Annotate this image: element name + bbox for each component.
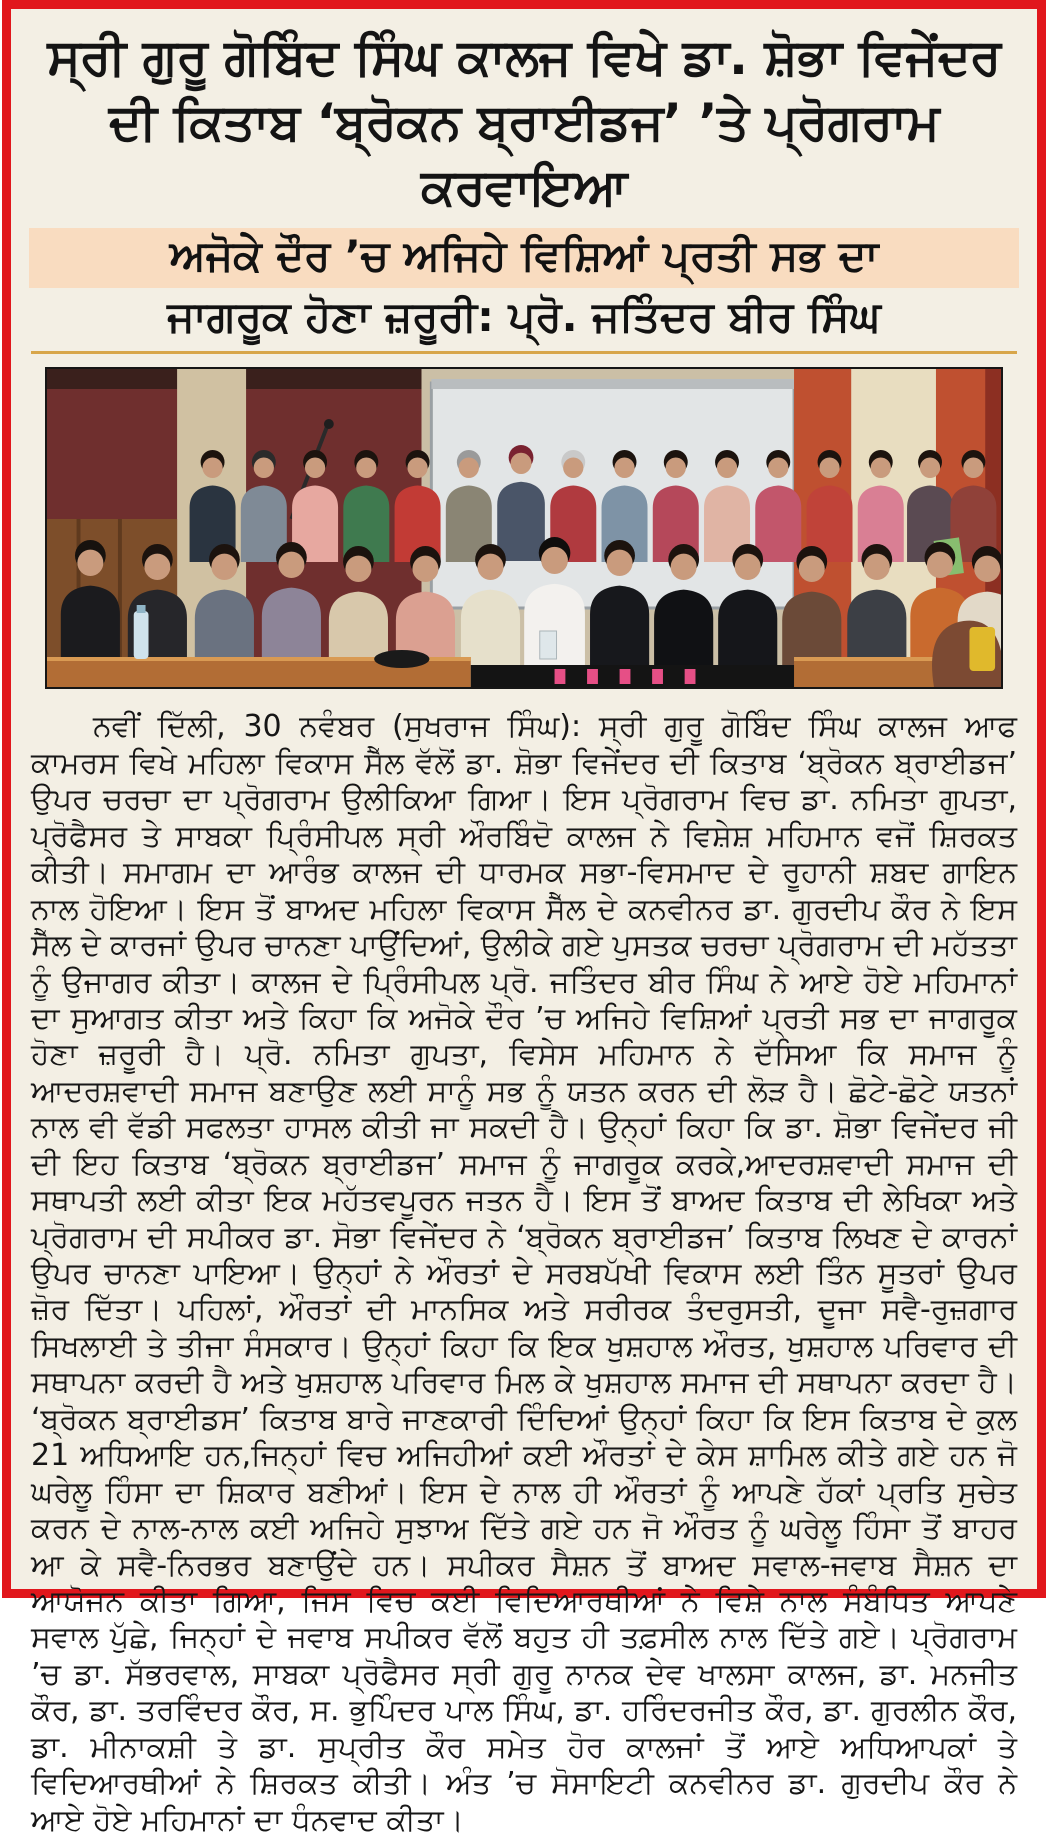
subheadline (29, 228, 1019, 341)
headline-line-1: ਸ੍ਰੀ ਗੁਰੂ ਗੋਬਿੰਦ ਸਿੰਘ ਕਾਲਜ ਵਿਖੇ ਡਾ. ਸ਼ੋਭਾ ਵਿਜੇਂਦਰ (47, 28, 1001, 86)
subheadline-line-1: ਅਜੋਕੇ ਦੌਰ ’ਚ ਅਜਿਹੇ ਵਿਸ਼ਿਆਂ ਪ੍ਰਤੀ ਸਭ ਦਾ (29, 228, 1019, 288)
headline (29, 25, 1019, 220)
event-group-photo (45, 367, 1003, 689)
group-photo-illustration (47, 369, 1001, 687)
subheadline-line-2: ਜਾਗਰੂਕ ਹੋਣਾ ਜ਼ਰੂਰੀ: ਪ੍ਰੋ. ਜਤਿੰਦਰ ਬੀਰ ਸਿੰਘ (167, 291, 881, 341)
water-bottle (134, 611, 149, 659)
article-text: ਸ੍ਰੀ ਗੁਰੂ ਗੋਬਿੰਦ ਸਿੰਘ ਕਾਲਜ ਆਫ ਕਾਮਰਸ ਵਿਖੇ ਮਹਿਲਾ ਵਿਕਾਸ ਸੈੱਲ ਵੱਲੋਂ ਡਾ. ਸ਼ੋਭਾ ਵਿਜੇਂਦਰ ਦੀ ਕਿਤਾਬ ‘ਬ੍ਰੋਕਨ ਬ੍ਰਾਈਡਜ’ ਉਪਰ ਚਰਚਾ ਦਾ ਪ੍ਰੋਗਰਾਮ ਉਲੀਕਿਆ ਗਿਆ। ਇਸ ਪ੍ਰੋਗਰਾਮ ਵਿਚ ਡਾ. ਨਮਿਤਾ ਗੁਪਤਾ, ਪ੍ਰੋਫੈਸਰ ਤੇ ਸਾਬਕਾ ਪ੍ਰਿੰਸੀਪਲ ਸ੍ਰੀ ਔਰਬਿੰਦੋ ਕਾਲਜ ਨੇ ਵਿਸ਼ੇਸ਼ ਮਹਿਮਾਨ ਵਜੋਂ ਸ਼ਿਰਕਤ ਕੀਤੀ। ਸਮਾਗਮ ਦਾ ਆਰੰਭ ਕਾਲਜ ਦੀ ਧਾਰਮਕ ਸਭਾ-ਵਿਸਮਾਦ ਦੇ ਰੂਹਾਨੀ ਸ਼ਬਦ ਗਾਇਨ ਨਾਲ ਹੋਇਆ। ਇਸ ਤੋਂ ਬਾਅਦ ਮਹਿਲਾ ਵਿਕਾਸ ਸੈੱਲ ਦੇ ਕਨਵੀਨਰ ਡਾ. ਗੁਰਦੀਪ ਕੌਰ ਨੇ ਇਸ ਸੈੱਲ ਦੇ ਕਾਰਜਾਂ ਉਪਰ ਚਾਨਣਾ ਪਾਉਂਦਿਆਂ, ਉਲੀਕੇ ਗਏ ਪੁਸਤਕ ਚਰਚਾ ਪ੍ਰੋਗਰਾਮ ਦੀ ਮਹੱਤਤਾ ਨੂੰ ਉਜਾਗਰ ਕੀਤਾ। ਕਾਲਜ ਦੇ ਪ੍ਰਿੰਸੀਪਲ ਪ੍ਰੋ. ਜਤਿੰਦਰ ਬੀਰ ਸਿੰਘ ਨੇ ਆਏ ਹੋਏ ਮਹਿਮਾਨਾਂ ਦਾ ਸੁਆਗਤ ਕੀਤਾ ਅਤੇ ਕਿਹਾ ਕਿ ਅਜੋਕੇ ਦੌਰ ’ਚ ਅਜਿਹੇ ਵਿਸ਼ਿਆਂ ਪ੍ਰਤੀ ਸਭ ਦਾ ਜਾਗਰੂਕ ਹੋਣਾ ਜ਼ਰੂਰੀ ਹੈ। ਪ੍ਰੋ. ਨਮਿਤਾ ਗੁਪਤਾ, ਵਿਸੇਸ ਮਹਿਮਾਨ ਨੇ ਦੱਸਿਆ ਕਿ ਸਮਾਜ ਨੂੰ ਆਦਰਸ਼ਵਾਦੀ ਸਮਾਜ ਬਣਾਉਣ ਲਈ ਸਾਨੂੰ ਸਭ ਨੂੰ ਯਤਨ ਕਰਨ ਦੀ ਲੋੜ ਹੈ। ਛੋਟੇ-ਛੋਟੇ ਯਤਨਾਂ ਨਾਲ ਵੀ ਵੱਡੀ ਸਫਲਤਾ ਹਾਸਲ ਕੀਤੀ ਜਾ ਸਕਦੀ ਹੈ। ਉਨ੍ਹਾਂ ਕਿਹਾ ਕਿ ਡਾ. ਸ਼ੋਭਾ ਵਿਜੇਂਦਰ ਜੀ ਦੀ ਇਹ ਕਿਤਾਬ ‘ਬ੍ਰੋਕਨ ਬ੍ਰਾਈਡਜ’ ਸਮਾਜ ਨੂੰ ਜਾਗਰੂਕ ਕਰਕੇ,ਆਦਰਸ਼ਵਾਦੀ ਸਮਾਜ ਦੀ ਸਥਾਪਤੀ ਲਈ ਕੀਤਾ ਇਕ ਮਹੱਤਵਪੂਰਨ ਜਤਨ ਹੈ। ਇਸ ਤੋਂ ਬਾਅਦ ਕਿਤਾਬ ਦੀ ਲੇਖਿਕਾ ਅਤੇ ਪ੍ਰੋਗਰਾਮ ਦੀ ਸਪੀਕਰ ਡਾ. ਸੋਭਾ ਵਿਜੇਂਦਰ ਨੇ ‘ਬ੍ਰੋਕਨ ਬ੍ਰਾਈਡਜ’ ਕਿਤਾਬ ਲਿਖਣ ਦੇ ਕਾਰਨਾਂ ਉਪਰ ਚਾਨਣਾ ਪਾਇਆ। ਉਨ੍ਹਾਂ ਨੇ ਔਰਤਾਂ ਦੇ ਸਰਬਪੱਖੀ ਵਿਕਾਸ ਲਈ ਤਿੰਨ ਸੂਤਰਾਂ ਉਪਰ ਜ਼ੋਰ ਦਿੱਤਾ। ਪਹਿਲਾਂ, ਔਰਤਾਂ ਦੀ ਮਾਨਸਿਕ ਅਤੇ ਸਰੀਰਕ ਤੰਦਰੁਸਤੀ, ਦੂਜਾ ਸਵੈ-ਰੁਜ਼ਗਾਰ ਸਿਖਲਾਈ ਤੇ ਤੀਜਾ ਸੰਸਕਾਰ। ਉਨ੍ਹਾਂ ਕਿਹਾ ਕਿ ਇਕ ਖੁਸ਼ਹਾਲ ਔਰਤ, ਖੁਸ਼ਹਾਲ ਪਰਿਵਾਰ ਦੀ ਸਥਾਪਨਾ ਕਰਦੀ ਹੈ ਅਤੇ ਖੁਸ਼ਹਾਲ ਪਰਿਵਾਰ ਮਿਲ ਕੇ ਖੁਸ਼ਹਾਲ ਸਮਾਜ ਦੀ ਸਥਾਪਨਾ ਕਰਦਾ ਹੈ। ‘ਬ੍ਰੋਕਨ ਬ੍ਰਾਈਡਸ’ ਕਿਤਾਬ ਬਾਰੇ ਜਾਣਕਾਰੀ ਦਿੰਦਿਆਂ ਉਨ੍ਹਾਂ ਕਿਹਾ ਕਿ ਇਸ ਕਿਤਾਬ ਦੇ ਕੁਲ 21 ਅਧਿਆਇ ਹਨ,ਜਿਨ੍ਹਾਂ ਵਿਚ ਅਜਿਹੀਆਂ ਕਈ ਔਰਤਾਂ ਦੇ ਕੇਸ ਸ਼ਾਮਿਲ ਕੀਤੇ ਗਏ ਹਨ ਜੋ ਘਰੇਲੂ ਹਿੰਸਾ ਦਾ ਸ਼ਿਕਾਰ ਬਣੀਆਂ। ਇਸ ਦੇ ਨਾਲ ਹੀ ਔਰਤਾਂ ਨੂੰ ਆਪਣੇ ਹੱਕਾਂ ਪ੍ਰਤਿ ਸੁਚੇਤ ਕਰਨ ਦੇ ਨਾਲ-ਨਾਲ ਕਈ ਅਜਿਹੇ ਸੁਝਾਅ ਦਿੱਤੇ ਗਏ ਹਨ ਜੋ ਔਰਤ ਨੂੰ ਘਰੇਲੂ ਹਿੰਸਾ ਤੋਂ ਬਾਹਰ ਆ ਕੇ ਸਵੈ-ਨਿਰਭਰ ਬਣਾਉਂਦੇ ਹਨ। ਸਪੀਕਰ ਸੈਸ਼ਨ ਤੋਂ ਬਾਅਦ ਸਵਾਲ-ਜਵਾਬ ਸੈਸ਼ਨ ਦਾ ਆਯੋਜਨ ਕੀਤਾ ਗਿਆ, ਜਿਸ ਵਿਚ ਕਈ ਵਿਦਿਆਰਥੀਆਂ ਨੇ ਵਿਸ਼ੇ ਨਾਲ ਸੰਬੰਧਿਤ ਆਪਣੇ ਸਵਾਲ ਪੁੱਛੇ, ਜਿਨ੍ਹਾਂ ਦੇ ਜਵਾਬ ਸਪੀਕਰ ਵੱਲੋਂ ਬਹੁਤ ਹੀ ਤਫ਼ਸੀਲ ਨਾਲ ਦਿੱਤੇ ਗਏ। ਪ੍ਰੋਗਰਾਮ ’ਚ ਡਾ. ਸੱਭਰਵਾਲ, ਸਾਬਕਾ ਪ੍ਰੋਫੈਸਰ ਸ੍ਰੀ ਗੁਰੂ ਨਾਨਕ ਦੇਵ ਖਾਲਸਾ ਕਾਲਜ, ਡਾ. ਮਨਜੀਤ ਕੌਰ, ਡਾ. ਤਰਵਿੰਦਰ ਕੌਰ, ਸ. ਭੁਪਿੰਦਰ ਪਾਲ ਸਿੰਘ, ਡਾ. ਹਰਿੰਦਰਜੀਤ ਕੌਰ, ਡਾ. ਗੁਰਲੀਨ ਕੌਰ, ਡਾ. ਮੀਨਾਕਸ਼ੀ ਤੇ ਡਾ. ਸੁਪ੍ਰੀਤ ਕੌਰ ਸਮੇਤ ਹੋਰ ਕਾਲਜਾਂ ਤੋਂ ਆਏ ਅਧਿਆਪਕਾਂ ਤੇ ਵਿਦਿਆਰਥੀਆਂ ਨੇ ਸ਼ਿਰਕਤ ਕੀਤੀ। ਅੰਤ ’ਚ ਸੋਸਾਇਟੀ ਕਨਵੀਨਰ ਡਾ. ਗੁਰਦੀਪ ਕੌਰ ਨੇ ਆਏ ਹੋਏ ਮਹਿਮਾਨਾਂ ਦਾ ਧੰਨਵਾਦ ਕੀਤਾ। (31, 709, 1017, 1838)
headline-line-2: ਦੀ ਕਿਤਾਬ ‘ਬ੍ਰੋਕਨ ਬ੍ਰਾਈਡਜ’ ’ਤੇ ਪ੍ਰੋਗਰਾਮ ਕਰਵਾਇਆ (108, 93, 940, 216)
article-body (29, 709, 1019, 1839)
glass (540, 631, 557, 659)
dateline: ਨਵੀਂ ਦਿੱਲੀ, 30 ਨਵੰਬਰ (ਸੁਖਰਾਜ ਸਿੰਘ): (93, 709, 599, 745)
gold-divider (31, 351, 1017, 354)
newspaper-clipping (2, 0, 1046, 1838)
yellow-bag (969, 627, 995, 671)
